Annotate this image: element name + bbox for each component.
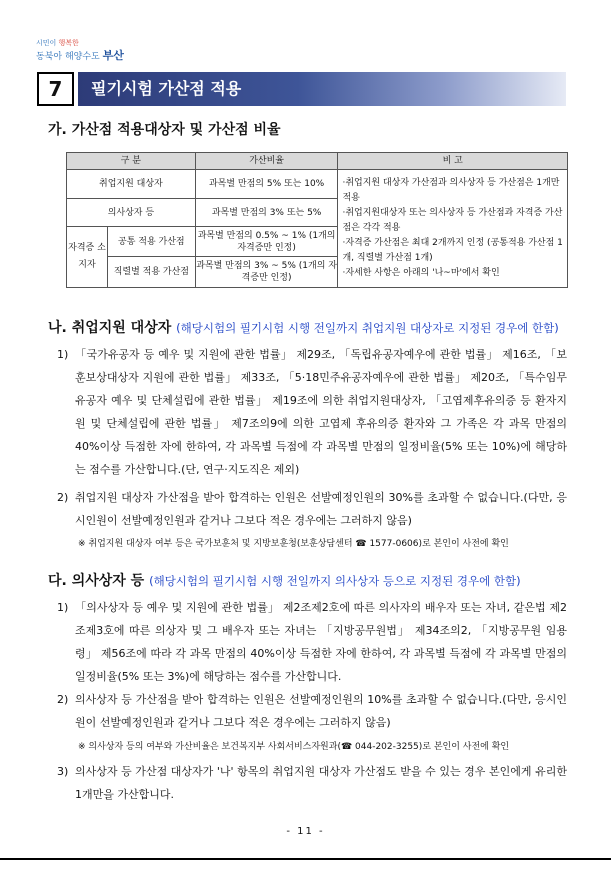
item-number: 3) xyxy=(57,765,69,778)
item-number: 1) xyxy=(57,348,69,361)
section-na-note: (해당시험의 필기시험 시행 전일까지 취업지원 대상자로 지정된 경우에 한함) xyxy=(176,321,559,335)
header-remarks: 비 고 xyxy=(338,153,568,170)
section-na-paragraph-2 xyxy=(57,486,567,532)
paragraph-text: 취업지원 대상자 가산점을 받아 합격하는 인원은 선발예정인원의 30%를 초과할 수 없습니다.(다만, 응시인원이 선발예정인원과 같거나 그보다 적은 경우에는 그러하지 않음) xyxy=(75,491,567,527)
section-da-paragraph-2 xyxy=(57,688,567,734)
header-category: 구 분 xyxy=(67,153,196,170)
row-veteran-label: 취업지원 대상자 xyxy=(67,170,196,199)
chapter-number: 7 xyxy=(37,72,74,106)
section-da-check-note: ※ 의사상자 등의 여부와 가산비율은 보건복지부 사회서비스자원과(☎ 044-202-3255)로 본인이 사전에 확인 xyxy=(78,742,510,752)
section-da-note: (해당시험의 필기시험 시행 전일까지 의사상자 등으로 지정된 경우에 한함) xyxy=(149,574,521,588)
section-da-paragraph-3 xyxy=(57,760,567,806)
row-job-license-label: 직렬별 적용 가산점 xyxy=(107,257,195,288)
section-na-check-note: ※ 취업지원 대상자 여부 등은 국가보훈처 및 지방보훈청(보훈상담센터 ☎ 1577-0606)로 본인이 사전에 확인 xyxy=(78,539,509,549)
item-number: 2) xyxy=(57,693,69,706)
section-da-heading xyxy=(48,570,521,590)
section-da-paragraph-1 xyxy=(57,596,567,688)
row-common-license-rate: 과목별 만점의 0.5% ~ 1% (1개의 자격증만 인정) xyxy=(195,227,338,257)
chapter-heading xyxy=(37,72,566,106)
remark-item: ·자세한 사항은 아래의 '나~마'에서 확인 xyxy=(342,268,500,278)
footer-rule xyxy=(0,858,611,860)
logo-slogan-top: 시민이 행복한 xyxy=(36,39,79,47)
section-na-heading xyxy=(48,317,559,337)
row-righteous-label: 의사상자 등 xyxy=(67,199,196,227)
busan-logo xyxy=(36,38,126,64)
row-license-group-label: 자격증 소지자 xyxy=(67,227,108,288)
paragraph-text: 의사상자 등 가산점을 받아 합격하는 인원은 선발예정인원의 10%를 초과할 수 없습니다.(다만, 응시인원이 선발예정인원과 같거나 그보다 적은 경우에는 그러하지 않음) xyxy=(75,693,567,729)
header-rate: 가산비율 xyxy=(195,153,338,170)
row-job-license-rate: 과목별 만점의 3% ~ 5% (1개의 자격증만 인정) xyxy=(195,257,338,288)
remark-item: ·취업지원 대상자 가산점과 의사상자 등 가산점은 1개만 적용 xyxy=(342,178,560,203)
row-veteran-rate: 과목별 만점의 5% 또는 10% xyxy=(195,170,338,199)
row-righteous-rate: 과목별 만점의 3% 또는 5% xyxy=(195,199,338,227)
paragraph-text: 「의사상자 등 예우 및 지원에 관한 법률」 제2조제2호에 따른 의사자의 배우자 또는 자녀, 같은법 제2조제3호에 따른 의상자 및 그 배우자 또는 자녀는 「지방공무원법」 제34조의2, 「지방공무원 임용령」 제56조에 따라 각 과목 만점의 40%이상 득점한 자에 한하여, 각 과목별 득점에 각 과목별 만점의 일정비율(5% 또는 3%)에 해당하는 점수를 가산합니다. xyxy=(75,601,567,683)
logo-slogan-bottom: 동북아 해양수도 부산 xyxy=(36,49,124,62)
remark-item: ·자격증 가산점은 최대 2개까지 인정 (공통적용 가산점 1개, 직렬별 가산점 1개) xyxy=(342,238,563,263)
item-number: 1) xyxy=(57,601,69,614)
row-common-license-label: 공통 적용 가산점 xyxy=(107,227,195,257)
bonus-rate-table xyxy=(66,152,568,288)
remarks-cell xyxy=(338,170,568,288)
item-number: 2) xyxy=(57,491,69,504)
chapter-title: 필기시험 가산점 적용 xyxy=(91,79,242,98)
section-da-title: 다. 의사상자 등 xyxy=(48,573,145,589)
paragraph-text: 의사상자 등 가산점 대상자가 '나' 항목의 취업지원 대상자 가산점도 받을 수 있는 경우 본인에게 유리한 1개만을 가산합니다. xyxy=(75,765,567,801)
page-number: - 11 - xyxy=(286,826,325,837)
section-ga-title: 가. 가산점 적용대상자 및 가산점 비율 xyxy=(48,122,281,138)
remark-item: ·취업지원대상자 또는 의사상자 등 가산점과 자격증 가산점은 각각 적용 xyxy=(342,208,563,233)
section-na-title: 나. 취업지원 대상자 xyxy=(48,320,172,336)
paragraph-text: 「국가유공자 등 예우 및 지원에 관한 법률」 제29조, 「독립유공자예우에 관한 법률」 제16조, 「보훈보상대상자 지원에 관한 법률」 제33조, 「5·18민주유공자예우에 관한 법률」 제20조, 「특수임무유공자 예우 및 단체설립에 관한 법률」 제19조에 의한 취업지원대상자, 「고엽제후유의증 등 환자지원 및 단체설립에 관한 법률」 제7조의9에 의한 고엽제 후유의증 환자와 그 가족은 각 과목 만점의 40%이상 득점한 자에 한하여, 각 과목별 득점에 각 과목별 만점의 일정비율(5% 또는 10%)에 해당하는 점수를 가산합니다.(단, 연구·지도직은 제외) xyxy=(75,348,567,476)
section-na-paragraph-1 xyxy=(57,343,567,481)
